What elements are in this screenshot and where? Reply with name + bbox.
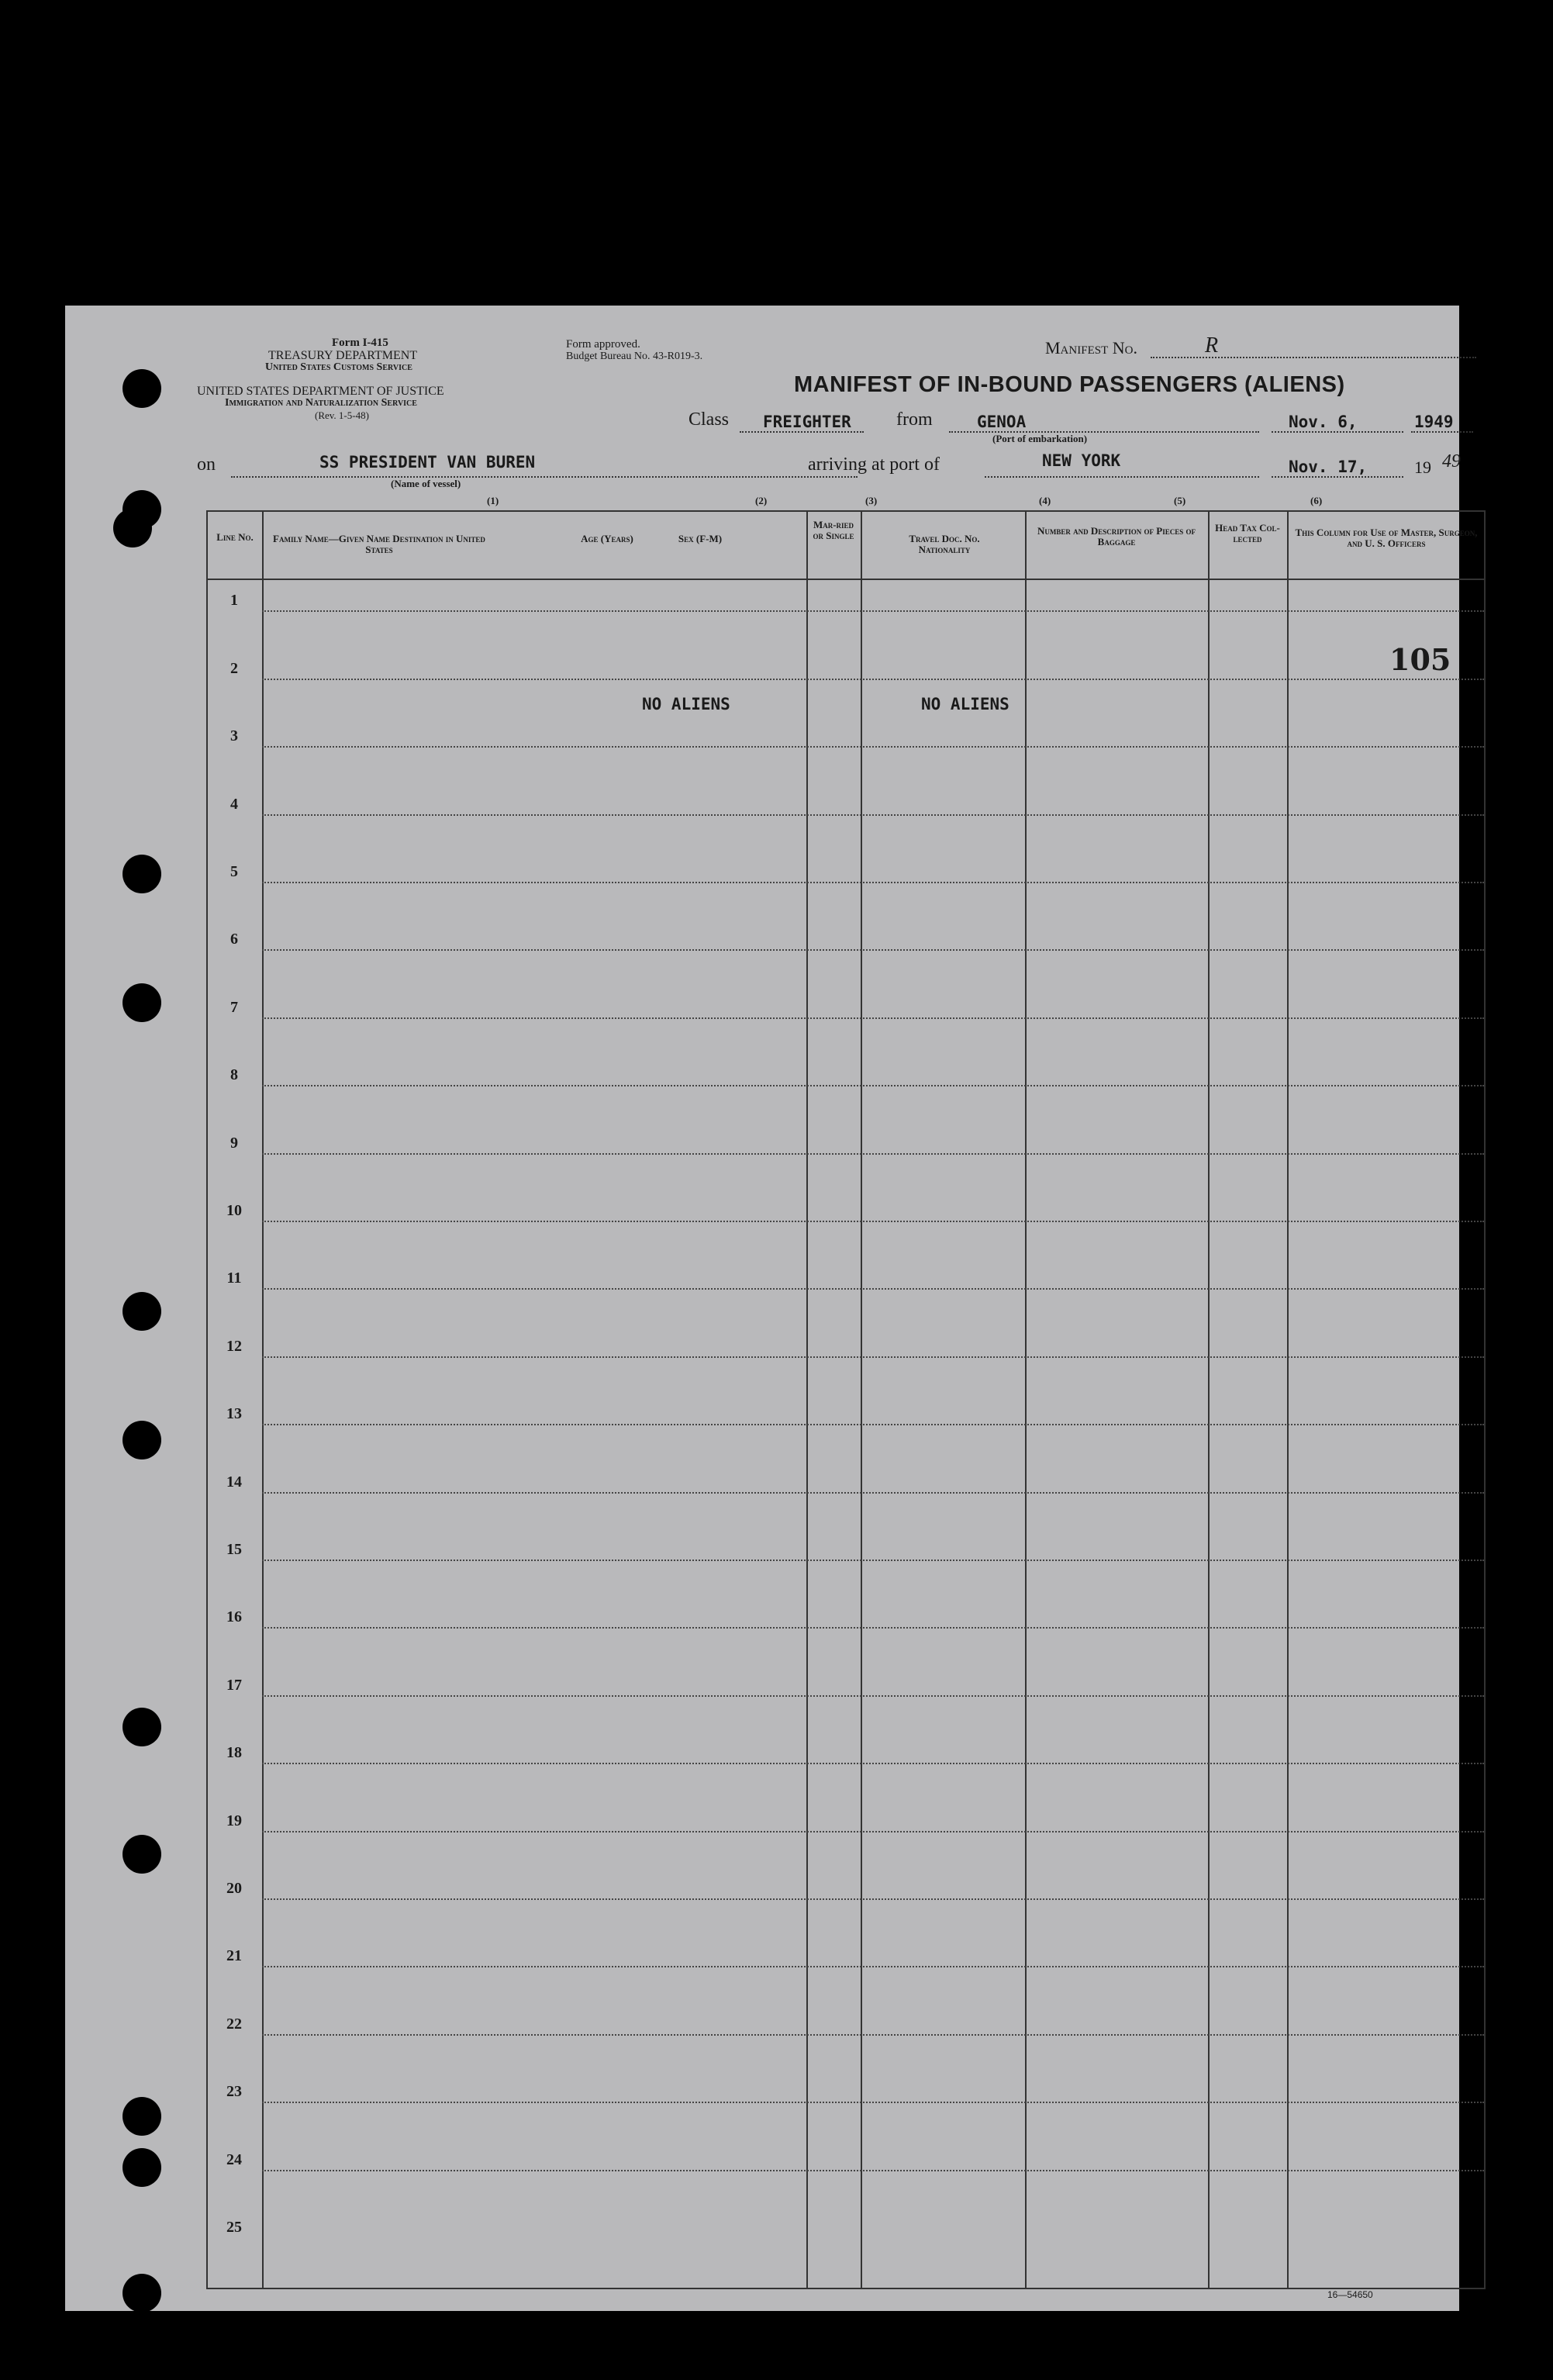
header-travel-doc: Travel Doc. No. Nationality [909, 533, 980, 555]
line-number: 2 [230, 659, 238, 677]
embark-date-line [1272, 431, 1403, 433]
table-row [262, 1288, 1484, 1290]
table-row [262, 1221, 1484, 1222]
line-number: 5 [230, 863, 238, 880]
table-row [262, 1492, 1484, 1494]
table-row [262, 679, 1484, 680]
department-of-justice: UNITED STATES DEPARTMENT OF JUSTICE [197, 385, 444, 398]
manifest-title: MANIFEST OF IN-BOUND PASSENGERS (ALIENS) [794, 372, 1345, 397]
line-number: 19 [226, 1812, 242, 1829]
no-aliens-entry: NO ALIENS [642, 695, 730, 713]
line-number: 3 [230, 727, 238, 745]
arrival-year-suffix: 49 [1442, 451, 1461, 472]
arrival-port: NEW YORK [1042, 451, 1121, 470]
header-name: Family Name—Given Name Destination in United States [273, 533, 485, 555]
column-divider [861, 512, 862, 2288]
line-number: 23 [226, 2083, 242, 2101]
embark-year-line [1411, 431, 1473, 433]
binder-hole [123, 1835, 161, 1874]
table-row [262, 1898, 1484, 1900]
footer-code: 16—54650 [1327, 2289, 1373, 2300]
column-number: (2) [755, 495, 768, 506]
column-number: (3) [865, 495, 878, 506]
embarkation-date: Nov. 6, [1289, 413, 1358, 431]
column-divider [1287, 512, 1289, 2288]
form-number: Form I-415 [332, 337, 388, 349]
naturalization-service: Immigration and Naturalization Service [225, 397, 417, 409]
stamped-number: 105 [1389, 642, 1451, 677]
binder-hole [113, 509, 152, 548]
line-number: 24 [226, 2150, 242, 2168]
line-number: 14 [226, 1473, 242, 1491]
column-number: (4) [1039, 495, 1051, 506]
line-number: 7 [230, 998, 238, 1016]
no-aliens-entry: NO ALIENS [921, 695, 1009, 713]
line-number: 18 [226, 1744, 242, 1762]
form-revision: (Rev. 1-5-48) [315, 409, 369, 421]
line-number: 12 [226, 1337, 242, 1355]
on-label: on [197, 454, 216, 475]
budget-bureau: Budget Bureau No. 43-R019-3. [566, 351, 703, 362]
table-row [262, 1424, 1484, 1425]
embarkation-year: 1949 [1414, 413, 1454, 431]
port-of-embarkation: GENOA [977, 413, 1027, 431]
manifest-sheet [65, 306, 1478, 2311]
table-row [262, 1831, 1484, 1832]
line-number: 15 [226, 1541, 242, 1558]
binder-hole [123, 2148, 161, 2187]
line-number: 13 [226, 1405, 242, 1423]
arrival-date: Nov. 17, [1289, 458, 1368, 476]
binder-hole [123, 1708, 161, 1746]
column-number: (1) [487, 495, 499, 506]
header-head-tax: Head Tax Col-lected [1215, 522, 1280, 544]
from-label: from [896, 409, 933, 430]
arrival-port-line [985, 476, 1259, 478]
column-number: (5) [1174, 495, 1186, 506]
header-officers: This Column for Use of Master, Surgeon, and U. S. Officers [1295, 527, 1478, 549]
column-divider [262, 512, 264, 2288]
line-number: 6 [230, 931, 238, 948]
table-row [262, 2102, 1484, 2103]
binder-hole [123, 2274, 161, 2313]
table-row [262, 610, 1484, 612]
vessel-line [231, 476, 858, 478]
binder-hole [123, 1292, 161, 1331]
binder-hole [123, 983, 161, 1022]
class-value: FREIGHTER [763, 413, 851, 431]
line-number: 11 [226, 1269, 242, 1287]
vessel-caption: (Name of vessel) [391, 478, 461, 489]
binder-hole [123, 855, 161, 893]
line-number: 8 [230, 1066, 238, 1084]
manifest-no-line [1151, 357, 1476, 358]
header-line-no: Line No. [216, 531, 254, 543]
header-sex: Sex (F-M) [678, 533, 723, 544]
embarkation-caption: (Port of embarkation) [992, 433, 1088, 444]
header-married: Mar-ried or Single [813, 519, 854, 541]
table-row [262, 2034, 1484, 2036]
arrival-date-line [1272, 476, 1403, 478]
line-number: 1 [230, 592, 238, 610]
table-row [262, 2170, 1484, 2171]
manifest-no-label: Manifest No. [1045, 338, 1137, 358]
binder-hole [123, 1421, 161, 1459]
table-row [262, 1966, 1484, 1967]
line-number: 22 [226, 2015, 242, 2033]
line-number: 16 [226, 1608, 242, 1626]
table-row [262, 882, 1484, 883]
table-row [262, 1153, 1484, 1155]
class-line [740, 431, 864, 433]
passenger-table [206, 510, 1486, 2289]
header-rule [208, 579, 1484, 580]
line-number: 10 [226, 1202, 242, 1219]
line-number: 25 [226, 2219, 242, 2236]
binder-hole [123, 2097, 161, 2136]
table-row [262, 1085, 1484, 1086]
table-row [262, 746, 1484, 748]
table-row [262, 814, 1484, 816]
line-number: 17 [226, 1676, 242, 1694]
binder-hole [123, 369, 161, 408]
line-number: 9 [230, 1134, 238, 1152]
table-row [262, 1763, 1484, 1764]
table-row [262, 1356, 1484, 1358]
arrival-year-prefix: 19 [1414, 458, 1431, 477]
table-row [262, 1695, 1484, 1697]
column-divider [1208, 512, 1210, 2288]
column-divider [1025, 512, 1027, 2288]
line-number: 4 [230, 795, 238, 813]
table-row [262, 1560, 1484, 1561]
arriving-label: arriving at port of [808, 454, 940, 475]
table-row [262, 949, 1484, 951]
vessel-name: SS PRESIDENT VAN BUREN [319, 453, 536, 472]
class-label: Class [688, 409, 730, 430]
manifest-no-value: R [1205, 333, 1219, 358]
header-baggage: Number and Description of Pieces of Baggage [1037, 525, 1196, 548]
column-number: (6) [1310, 495, 1323, 506]
treasury-department: TREASURY DEPARTMENT [268, 349, 418, 362]
column-divider [806, 512, 808, 2288]
form-approved: Form approved. [566, 338, 640, 351]
header-age: Age (Years) [581, 533, 633, 544]
line-number: 21 [226, 1947, 242, 1965]
table-row [262, 1627, 1484, 1629]
table-row [262, 1017, 1484, 1019]
line-number: 20 [226, 1880, 242, 1897]
customs-service: United States Customs Service [265, 361, 412, 373]
